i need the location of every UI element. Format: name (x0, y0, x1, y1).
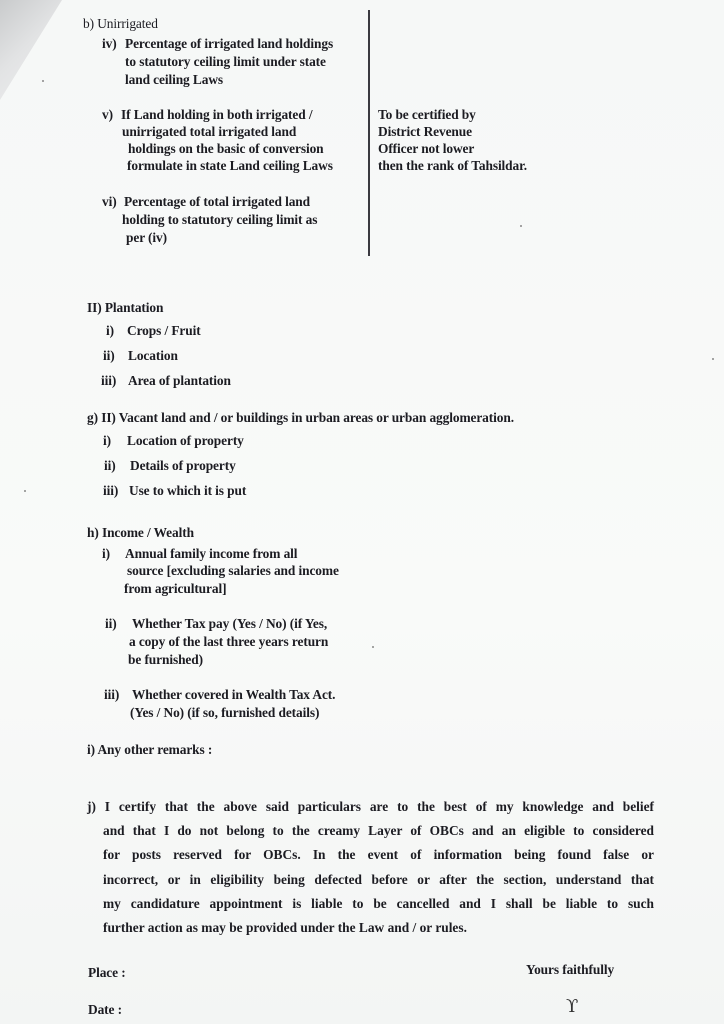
item-vi-line: holding to statutory ceiling limit as (122, 212, 318, 227)
plantation-item-text: Area of plantation (128, 373, 231, 388)
income-item-ii-line: Whether Tax pay (Yes / No) (if Yes, (132, 616, 328, 631)
income-item-ii-line: be furnished) (128, 652, 203, 667)
item-iv-line: to statutory ceiling limit under state (125, 54, 326, 69)
plantation-item-label: ii) (103, 348, 115, 363)
income-item-i-line: source [excluding salaries and income (127, 563, 339, 578)
plantation-heading: II) Plantation (87, 300, 164, 315)
declaration-line: incorrect, or in eligibility being defected before or after the section, understand that (103, 871, 654, 887)
scan-speck (520, 225, 522, 227)
certification-note-line: Officer not lower (378, 141, 475, 156)
section-h-heading: h) Income / Wealth (87, 525, 194, 540)
section-g-item-text: Details of property (130, 458, 236, 473)
section-g-item-label: i) (103, 433, 111, 448)
declaration-line: and that I do not belong to the creamy Layer of OBCs and an eligible to considered (103, 823, 654, 839)
column-divider (368, 10, 370, 256)
item-v-line: If Land holding in both irrigated / (121, 107, 313, 122)
item-vi-line: Percentage of total irrigated land (124, 194, 311, 209)
declaration-paragraph (87, 795, 654, 940)
income-item-i-label: i) (102, 546, 110, 561)
other-remarks-label: i) Any other remarks : (87, 742, 213, 757)
section-g-heading: g) II) Vacant land and / or buildings in urban areas or urban agglomeration. (87, 410, 514, 425)
item-vi-line: per (iv) (126, 230, 167, 245)
section-g-item-text: Use to which it is put (129, 483, 247, 498)
income-item-iii-label: iii) (104, 687, 120, 702)
income-item-ii-label: ii) (105, 616, 117, 631)
plantation-item-label: iii) (101, 373, 117, 388)
certification-note-line: To be certified by (378, 107, 476, 122)
certification-note-line: then the rank of Tahsildar. (378, 158, 527, 173)
item-v-line: holdings on the basic of conversion (128, 141, 324, 156)
income-item-iii-line: (Yes / No) (if so, furnished details) (130, 705, 320, 720)
declaration-line: further action as may be provided under the Law and / or rules. (103, 920, 467, 936)
item-iv-label: iv) (102, 36, 117, 51)
date-label: Date : (88, 1002, 122, 1017)
certification-note-line: District Revenue (378, 124, 472, 139)
item-vi-label: vi) (102, 194, 117, 209)
item-v-line: unirrigated total irrigated land (122, 124, 297, 139)
section-b-heading: b) Unirrigated (83, 16, 158, 31)
declaration-line: for posts reserved for OBCs. In the event of information being found false or (103, 847, 654, 863)
page-fold-corner (0, 0, 62, 100)
declaration-line: j) I certify that the above said particulars are to the best of my knowledge and belief (87, 799, 654, 814)
item-v-label: v) (102, 107, 113, 122)
scan-speck (42, 80, 44, 82)
income-item-ii-line: a copy of the last three years return (129, 634, 329, 649)
section-g-item-text: Location of property (127, 433, 244, 448)
scan-speck (372, 646, 374, 648)
signature-mark: ϒ (566, 996, 579, 1017)
section-g-item-label: iii) (103, 483, 119, 498)
item-iv-line: land ceiling Laws (125, 72, 224, 87)
income-item-i-line: Annual family income from all (125, 546, 298, 561)
plantation-item-text: Crops / Fruit (127, 323, 201, 338)
plantation-item-text: Location (128, 348, 178, 363)
place-label: Place : (88, 965, 126, 980)
income-item-i-line: from agricultural] (124, 581, 227, 596)
scan-speck (712, 358, 714, 360)
plantation-item-label: i) (106, 323, 114, 338)
item-v-line: formulate in state Land ceiling Laws (127, 158, 333, 173)
income-item-iii-line: Whether covered in Wealth Tax Act. (132, 687, 336, 702)
declaration-line: my candidature appointment is liable to be cancelled and I shall be liable to such (103, 895, 654, 911)
item-iv-line: Percentage of irrigated land holdings (125, 36, 334, 51)
closing-text: Yours faithfully (526, 962, 615, 977)
section-g-item-label: ii) (104, 458, 116, 473)
scan-speck (24, 490, 26, 492)
